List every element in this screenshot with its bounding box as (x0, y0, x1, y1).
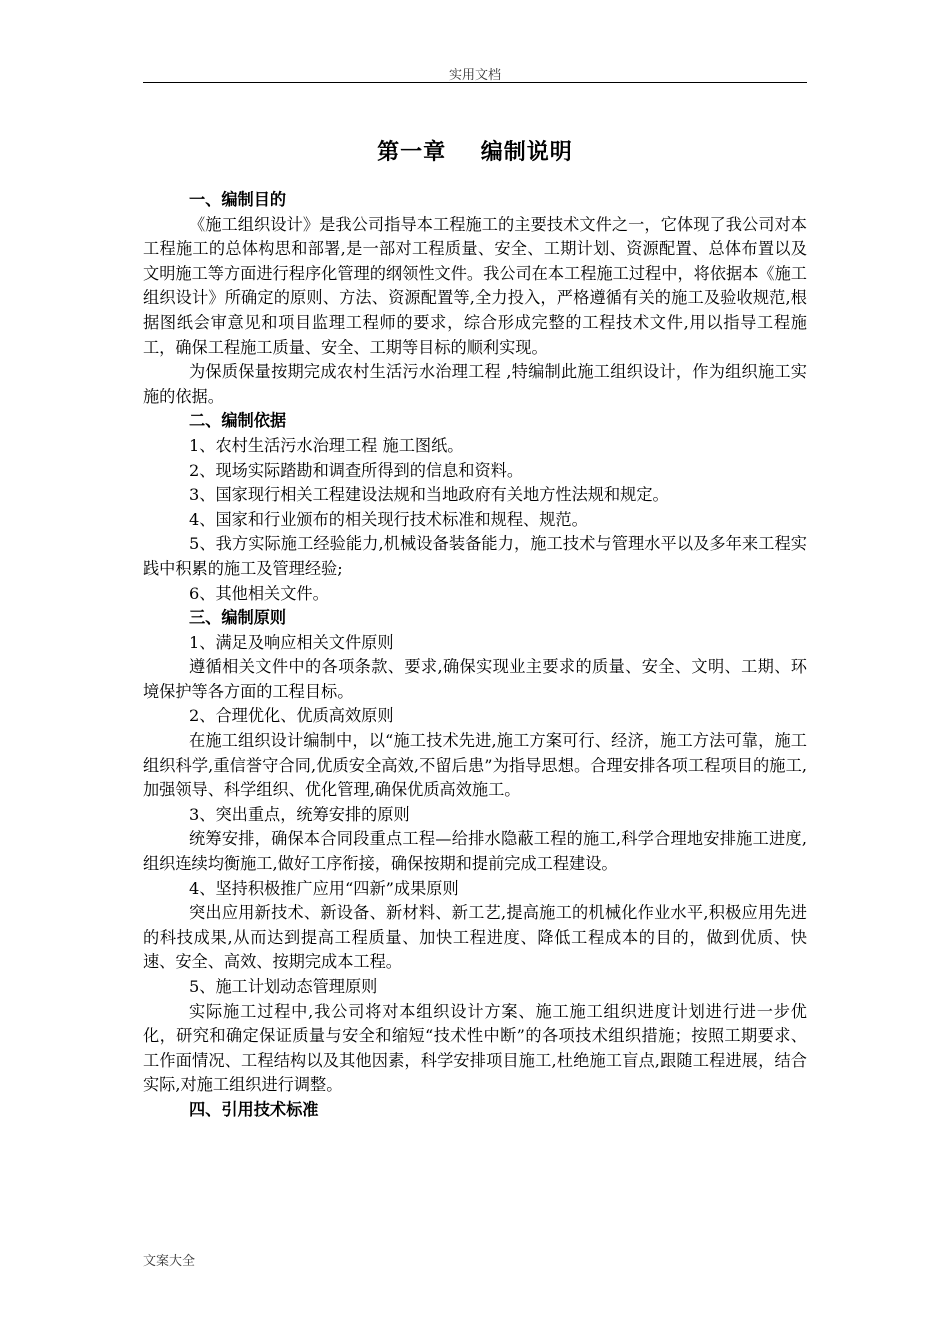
paragraph: 统筹安排，确保本合同段重点工程—给排水隐蔽工程的施工,科学合理地安排施工进度,组织连续均衡施工,做好工序衔接，确保按期和提前完成工程建设。 (143, 829, 807, 874)
list-item: 5、我方实际施工经验能力,机械设备装备能力，施工技术与管理水平以及多年来工程实践中积累的施工及管理经验; (143, 534, 807, 578)
list-item: 6、其他相关文件。 (189, 583, 329, 603)
page-footer: 文案大全 (143, 1254, 196, 1269)
section-heading: 四、引用技术标准 (189, 1099, 319, 1119)
section-heading: 三、编制原则 (189, 608, 287, 628)
list-item: 1、农村生活污水治理工程 施工图纸。 (189, 435, 464, 455)
paragraph: 遵循相关文件中的各项条款、要求,确保实现业主要求的质量、安全、文明、工期、环境保护等各方面的工程目标。 (143, 657, 807, 701)
principle-heading: 3、突出重点，统筹安排的原则 (189, 804, 410, 824)
document-body (143, 188, 807, 1123)
list-item: 2、现场实际踏勘和调查所得到的信息和资料。 (189, 460, 524, 480)
header-divider (143, 82, 807, 83)
section-heading: 二、编制依据 (189, 411, 287, 431)
principle-heading: 5、施工计划动态管理原则 (189, 977, 378, 996)
paragraph: 《施工组织设计》是我公司指导本工程施工的主要技术文件之一，它体现了我公司对本工程施工的总体构思和部署,是一部对工程质量、安全、工期计划、资源配置、总体布置以及文明施工等方面进行程序化管理的纲领性文件。我公司在本工程施工过程中，将依据本《施工组织设计》所确定的原则、方法、资源配置等,全力投入，严格遵循有关的施工及验收规范,根据图纸会审意见和项目监理工程师的要求，综合形成完整的工程技术文件,用以指导工程施工，确保工程施工质量、安全、工期等目标的顺利实现。 (143, 214, 807, 357)
list-item: 3、国家现行相关工程建设法规和当地政府有关地方性法规和规定。 (189, 485, 669, 505)
paragraph: 为保质保量按期完成农村生活污水治理工程 ,特编制此施工组织设计，作为组织施工实施的依据。 (143, 362, 807, 406)
section-heading: 一、编制目的 (189, 190, 287, 209)
paragraph: 在施工组织设计编制中，以“施工技术先进,施工方案可行、经济，施工方法可靠，施工组织科学,重信誉守合同,优质安全高效,不留后患”为指导思想。合理安排各项工程项目的施工,加强领导、科学组织、优化管理,确保优质高效施工。 (143, 731, 807, 800)
principle-heading: 2、合理优化、优质高效原则 (189, 706, 394, 726)
paragraph: 突出应用新技术、新设备、新材料、新工艺,提高施工的机械化作业水平,积极应用先进的科技成果,从而达到提高工程质量、加快工程进度、降低工程成本的目的，做到优质、快速、安全、高效、按期完成本工程。 (143, 903, 807, 972)
principle-heading: 1、满足及响应相关文件原则 (189, 632, 394, 652)
list-item: 4、国家和行业颁布的相关现行技术标准和规程、规范。 (189, 509, 588, 529)
paragraph: 实际施工过程中,我公司将对本组织设计方案、施工施工组织进度计划进行进一步优化，研究和确定保证质量与安全和缩短“技术性中断”的各项技术组织措施；按照工期要求、工作面情况、工程结构以及其他因素，科学安排项目施工,杜绝施工盲点,跟随工程进展，结合实际,对施工组织进行调整。 (143, 1001, 807, 1095)
chapter-title: 第一章 编制说明 (377, 139, 573, 165)
principle-heading: 4、坚持积极推广应用“四新”成果原则 (189, 878, 459, 898)
page-header: 实用文档 (448, 68, 501, 83)
